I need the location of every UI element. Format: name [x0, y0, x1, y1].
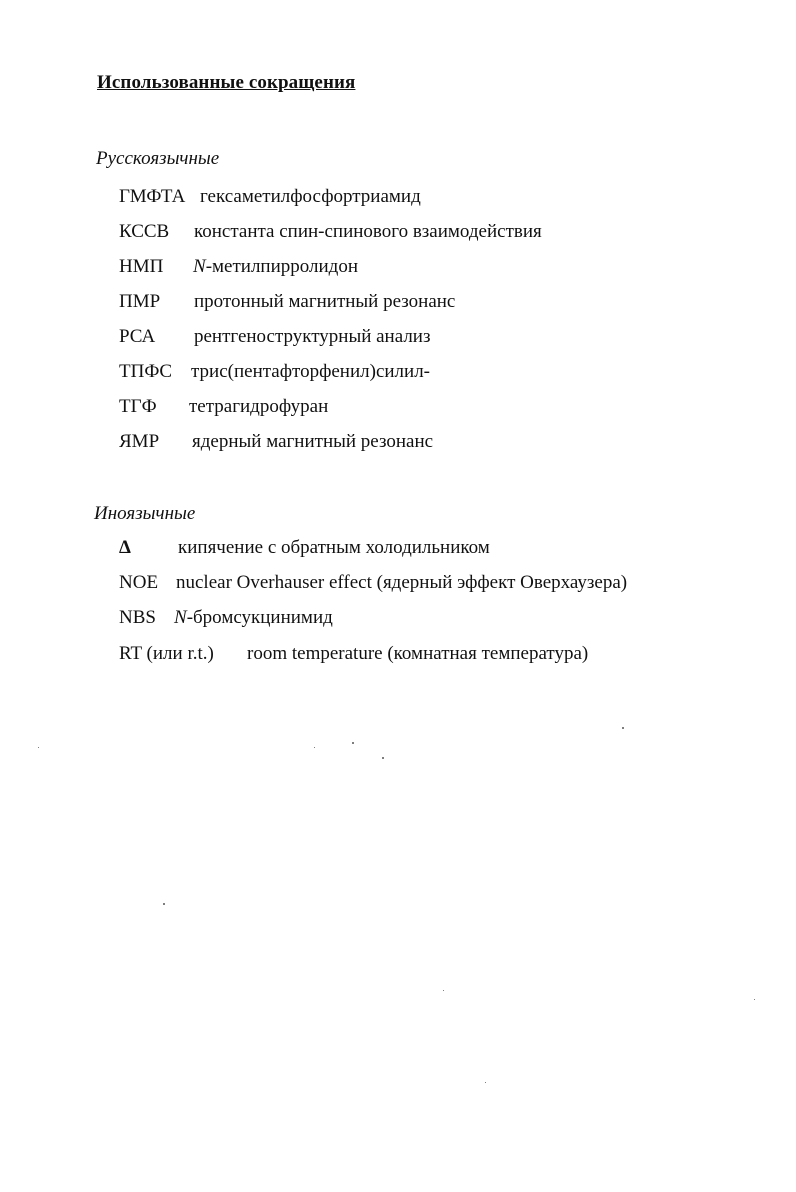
abbr-term: Δ	[119, 537, 131, 558]
italic-prefix: N	[193, 256, 206, 277]
scan-speck	[314, 747, 315, 748]
scan-speck	[352, 742, 354, 744]
section-heading-russian: Русскоязычные	[96, 148, 220, 169]
abbr-term: НМП	[119, 256, 164, 277]
abbr-term: РСА	[119, 326, 156, 347]
abbr-term: ЯМР	[119, 431, 160, 452]
abbr-definition	[174, 607, 333, 629]
abbr-term: ПМР	[119, 291, 161, 312]
scan-speck	[754, 999, 755, 1000]
abbr-definition: трис(пентафторфенил)силил-	[191, 361, 431, 382]
scan-speck	[622, 727, 624, 729]
abbr-term: ГМФТА	[119, 186, 186, 207]
scan-speck	[443, 990, 444, 991]
section-heading-foreign: Иноязычные	[94, 503, 196, 524]
scan-speck	[38, 747, 39, 748]
abbr-definition: протонный магнитный резонанс	[194, 291, 456, 312]
abbr-definition: рентгеноструктурный анализ	[194, 326, 431, 347]
scan-speck	[485, 1082, 486, 1083]
abbr-term: КССВ	[119, 221, 170, 242]
abbr-term: NBS	[119, 607, 156, 628]
abbr-definition: константа спин-спинового взаимодействия	[194, 221, 542, 242]
abbr-term: ТПФС	[119, 361, 173, 382]
scan-speck	[163, 903, 165, 905]
abbr-term: RT (или r.t.)	[119, 643, 214, 664]
abbr-term: NOE	[119, 572, 159, 593]
definition-rest: -бромсукцинимид	[186, 607, 333, 628]
abbr-definition: кипячение с обратным холодильником	[178, 537, 490, 558]
italic-prefix: N	[174, 607, 187, 628]
abbr-definition: ядерный магнитный резонанс	[192, 431, 434, 452]
scan-speck	[382, 757, 384, 759]
page-title: Использованные сокращения	[97, 72, 356, 93]
abbr-definition: nuclear Overhauser effect (ядерный эффект Оверхаузера)	[176, 572, 628, 593]
abbr-definition: room temperature (комнатная температура)	[247, 643, 589, 664]
abbr-definition	[193, 256, 358, 278]
definition-rest: -метилпирролидон	[205, 256, 358, 277]
abbr-term: ТГФ	[119, 396, 157, 417]
abbr-definition: тетрагидрофуран	[189, 396, 329, 417]
abbr-definition: гексаметилфосфортриамид	[200, 186, 421, 207]
